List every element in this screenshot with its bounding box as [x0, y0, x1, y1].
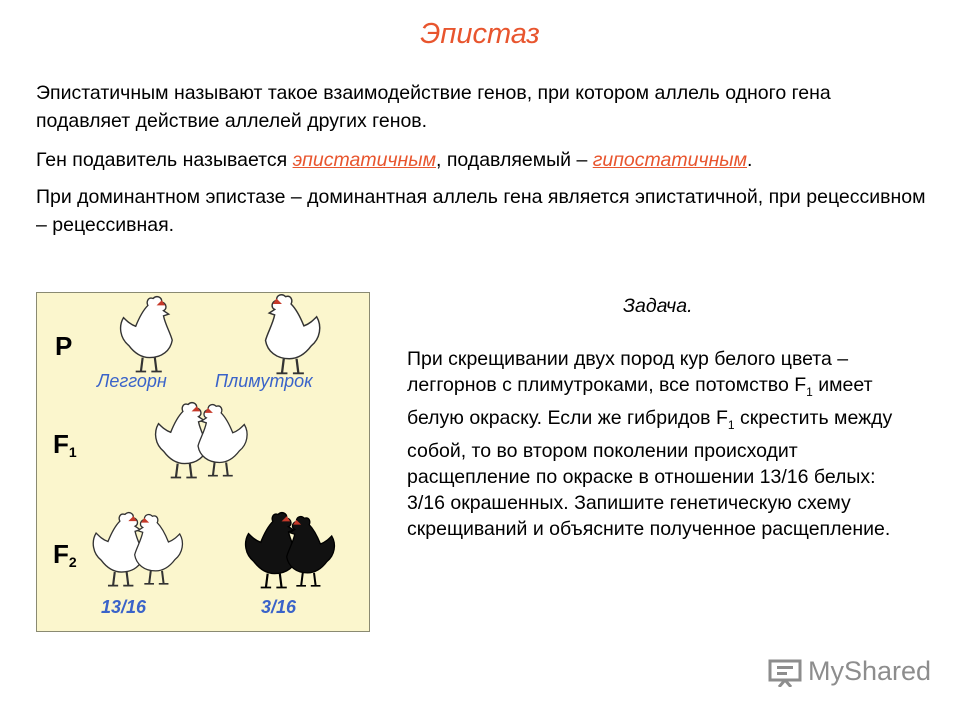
- generation-f1-label: [53, 429, 77, 460]
- generation-f2-label: [53, 539, 77, 570]
- task-text-2: имеет белую окраску. Если же гибридов F: [407, 374, 873, 429]
- f1-letter: F: [53, 429, 69, 459]
- watermark-logo: [768, 656, 931, 687]
- generation-p-label: P: [55, 331, 73, 361]
- dominance-paragraph: При доминантном эпистазе – доминантная аллель гена является эпистатичной, при рецессивном – рецессивная.: [36, 186, 926, 236]
- rooster-icon: [125, 513, 191, 587]
- rooster-icon: [187, 403, 257, 479]
- f2-subscript: 2: [68, 554, 77, 570]
- watermark-text: MyShared: [808, 656, 932, 686]
- f2-letter: F: [53, 539, 69, 569]
- chicken-cross-figure: [36, 292, 370, 632]
- ratio-white-label: 13/16: [101, 597, 147, 617]
- f1-subscript: 1: [68, 444, 77, 460]
- task-text-1: При скрещивании двух пород кур белого цвета – леггорнов с плимутроками, все потомство F: [407, 348, 849, 396]
- task-text: [407, 346, 917, 542]
- suppressor-text-1: Ген подавитель называется: [36, 149, 293, 171]
- task-title: Задача.: [623, 295, 693, 317]
- plymouth-rock-label: Плимутрок: [215, 371, 313, 391]
- task-sub-2: 1: [727, 417, 735, 432]
- ratio-colored-label: 3/16: [261, 597, 297, 617]
- hypostatic-term: гипостатичным: [592, 149, 748, 171]
- presentation-icon: [768, 657, 802, 687]
- suppressor-paragraph: [36, 146, 926, 174]
- task-sub-1: 1: [806, 384, 813, 399]
- slide-title: Эпистаз: [420, 18, 540, 50]
- rooster-icon: [249, 293, 335, 377]
- task-text-3: скрестить между собой, то во втором поколении происходит расщепление по окраске в отношении 13/16 белых: 3/16 окрашенных. Запишите генетическую схему скрещиваний и объясните полученное расщепление.: [407, 406, 893, 540]
- epistatic-term: эпистатичным: [292, 149, 436, 171]
- suppressor-text-2: , подавляемый –: [436, 149, 593, 171]
- hen-icon: [107, 295, 187, 375]
- definition-paragraph: Эпистатичным называют такое взаимодействие генов, при котором аллель одного гена подавляет действие аллелей других генов.: [36, 82, 831, 132]
- leghorn-label: Леггорн: [97, 371, 167, 391]
- suppressor-text-3: .: [747, 149, 753, 171]
- black-hen-icon: [277, 515, 343, 589]
